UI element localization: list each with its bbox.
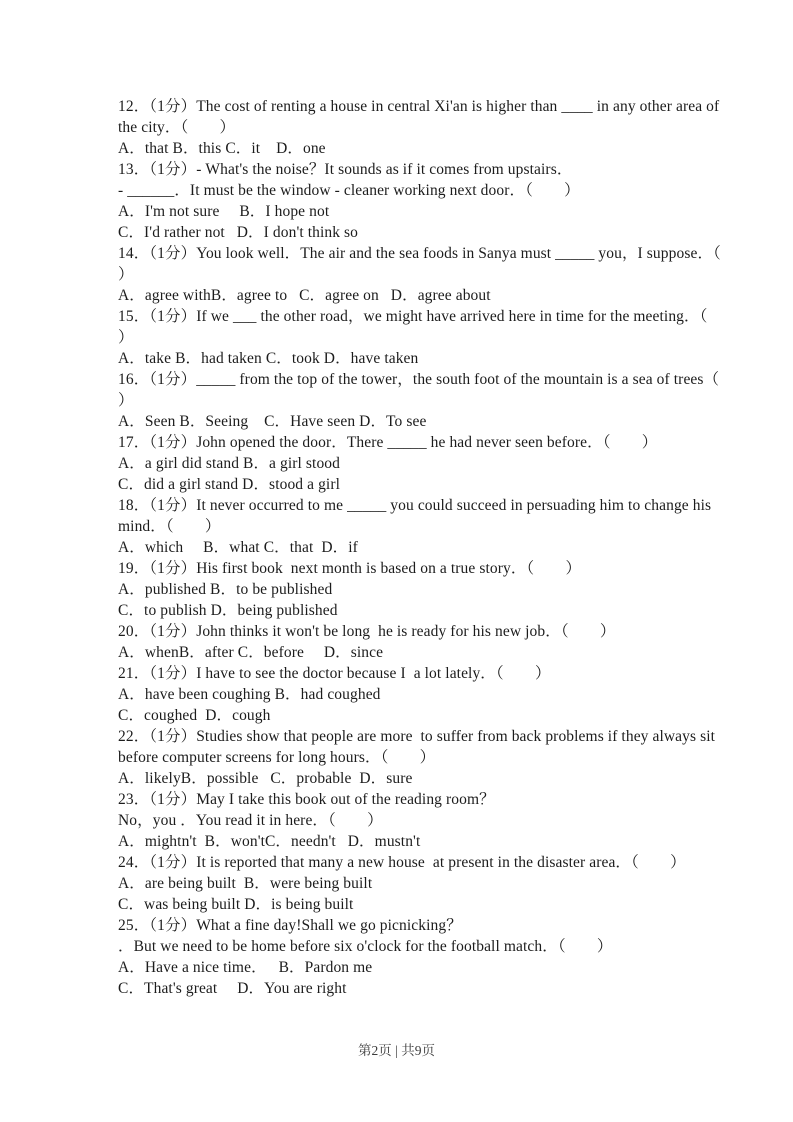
question-13-line-2: - ______．It must be the window - cleaner working next door．（ ） xyxy=(118,182,580,199)
question-15-line-1: 15．（1分）If we ___ the other road，we might have arrived here in time for the meeting．（ xyxy=(118,308,708,325)
question-17-line-3: C．did a girl stand D．stood a girl xyxy=(118,476,341,493)
question-25-line-4: C．That's great D．You are right xyxy=(118,980,347,997)
question-list xyxy=(118,96,721,999)
question-15-line-3: A．take B．had taken C．took D．have taken xyxy=(118,350,419,367)
question-21-line-1: 21．（1分）I have to see the doctor because I a lot lately．（ ） xyxy=(118,665,551,682)
question-12-line-3: A．that B．this C．it D．one xyxy=(118,140,326,157)
question-23-line-2: No，you ．You read it in here．（ ） xyxy=(118,812,383,829)
question-18-line-1: 18．（1分）It never occurred to me _____ you could succeed in persuading him to change his xyxy=(118,497,712,514)
question-21-line-3: C．coughed D．cough xyxy=(118,707,271,724)
question-19-line-3: C．to publish D．being published xyxy=(118,602,338,619)
question-19-line-2: A．published B．to be published xyxy=(118,581,333,598)
question-22-line-3: A．likelyB．possible C．probable D．sure xyxy=(118,770,413,787)
question-20-line-2: A．whenB．after C．before D．since xyxy=(118,644,384,661)
question-23-line-1: 23．（1分）May I take this book out of the reading room？ xyxy=(118,791,495,808)
question-15-line-2: ） xyxy=(118,329,134,346)
question-12-line-1: 12．（1分）The cost of renting a house in central Xi'an is higher than ____ in any other area of xyxy=(118,98,720,115)
question-12-line-2: the city．（ ） xyxy=(118,119,236,136)
question-16-line-3: A．Seen B．Seeing C．Have seen D．To see xyxy=(118,413,427,430)
question-17-line-2: A．a girl did stand B．a girl stood xyxy=(118,455,341,472)
question-13-line-4: C．I'd rather not D．I don't think so xyxy=(118,224,359,241)
question-25-line-3: A．Have a nice time． B．Pardon me xyxy=(118,959,373,976)
question-18-line-3: A．which B．what C．that D．if xyxy=(118,539,358,556)
question-25-line-2: ．But we need to be home before six o'clock for the football match．（ ） xyxy=(118,938,613,955)
question-14-line-3: A．agree withB．agree to C．agree on D．agree about xyxy=(118,287,491,304)
question-22-line-1: 22．（1分）Studies show that people are more to suffer from back problems if they always sit xyxy=(118,728,716,745)
question-17-line-1: 17．（1分）John opened the door．There _____ he had never seen before．（ ） xyxy=(118,434,658,451)
question-23-line-3: A．mightn't B．won'tC．needn't D．mustn't xyxy=(118,833,421,850)
question-25-line-1: 25．（1分）What a fine day!Shall we go picnicking？ xyxy=(118,917,462,934)
question-20-line-1: 20．（1分）John thinks it won't be long he is ready for his new job．（ ） xyxy=(118,623,616,640)
question-14-line-1: 14．（1分）You look well．The air and the sea foods in Sanya must _____ you，I suppose．（ xyxy=(118,245,721,262)
question-18-line-2: mind．（ ） xyxy=(118,518,221,535)
question-24-line-3: C．was being built D．is being built xyxy=(118,896,354,913)
question-16-line-1: 16．（1分）_____ from the top of the tower，the south foot of the mountain is a sea of trees（ xyxy=(118,371,720,388)
question-16-line-2: ） xyxy=(118,392,134,409)
question-21-line-2: A．have been coughing B．had coughed xyxy=(118,686,381,703)
page-footer xyxy=(0,1039,793,1059)
question-22-line-2: before computer screens for long hours．（ ） xyxy=(118,749,436,766)
page-indicator: 第2页 | 共9页 xyxy=(358,1043,435,1058)
question-13-line-3: A．I'm not sure B．I hope not xyxy=(118,203,330,220)
question-13-line-1: 13．（1分）- What's the noise？It sounds as if it comes from upstairs． xyxy=(118,161,573,178)
question-19-line-1: 19．（1分）His first book next month is based on a true story．（ ） xyxy=(118,560,582,577)
question-24-line-1: 24．（1分）It is reported that many a new house at present in the disaster area．（ ） xyxy=(118,854,686,871)
question-14-line-2: ） xyxy=(118,266,134,283)
question-24-line-2: A．are being built B．were being built xyxy=(118,875,373,892)
